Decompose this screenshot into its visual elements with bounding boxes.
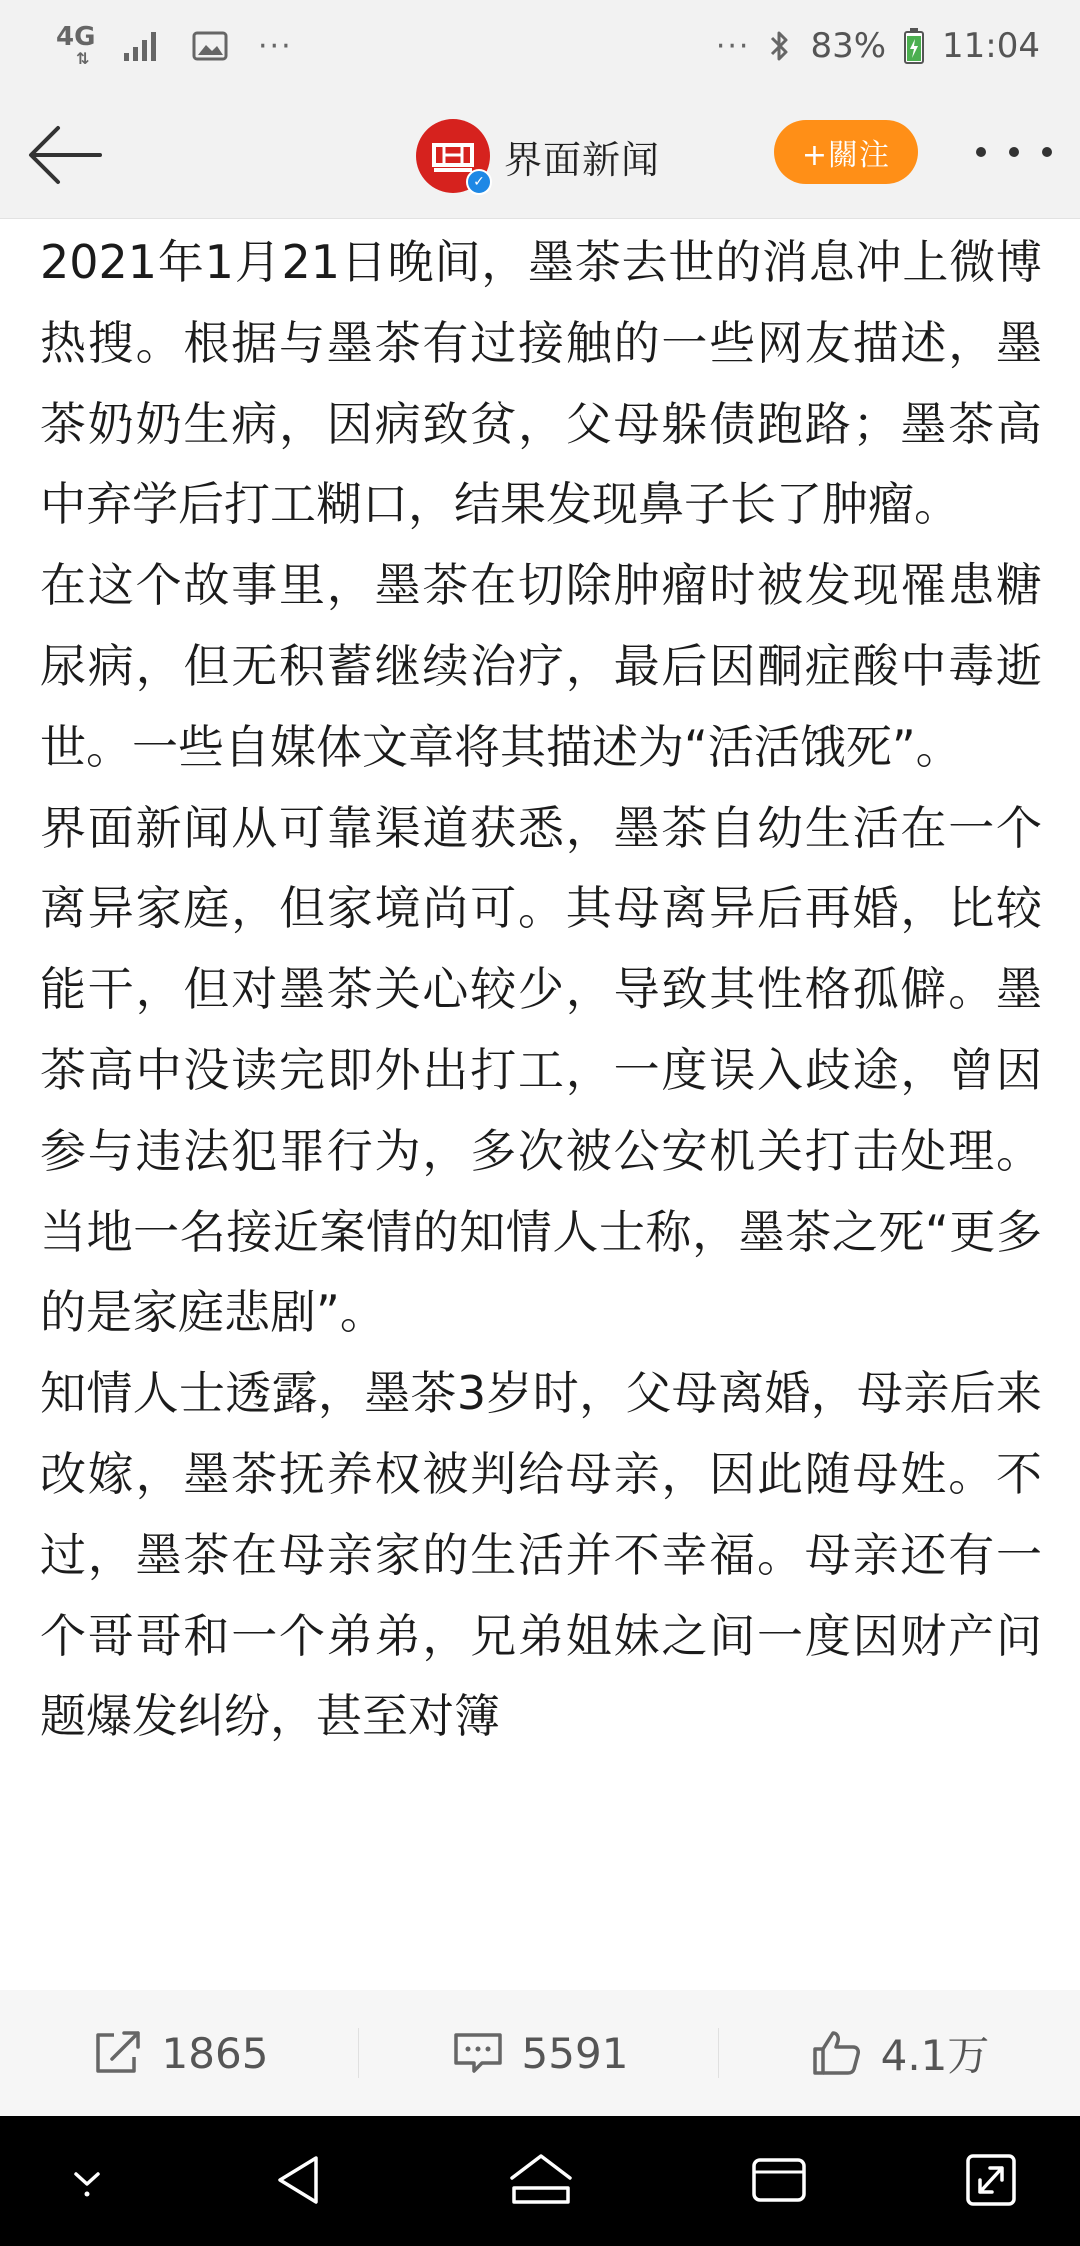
action-divider (718, 2028, 719, 2078)
repost-count: 1865 (161, 2028, 269, 2078)
expand-icon (956, 2148, 1026, 2212)
account-name[interactable]: 界面新闻 (504, 137, 661, 182)
chevron-down-icon (52, 2148, 122, 2212)
verified-badge-icon: ✓ (466, 169, 492, 195)
status-right (716, 22, 1040, 70)
thumbs-up-icon (811, 2029, 863, 2077)
like-button[interactable] (720, 1990, 1080, 2116)
clock: 11:04 (942, 26, 1040, 66)
article-paragraph: 在这个故事里，墨茶在切除肿瘤时被发现罹患糖尿病，但无积蓄继续治疗，最后因酮症酸中毒逝世。一些自媒体文章将其描述为“活活饿死”。 (40, 558, 1042, 774)
more-dot-icon (1042, 147, 1052, 157)
navigation-bar (0, 2116, 1080, 2246)
more-notifications-icon: ··· (258, 28, 293, 64)
more-options-button[interactable] (976, 132, 1052, 172)
app-header (0, 92, 1080, 219)
home-icon (506, 2148, 576, 2212)
repost-button[interactable] (0, 1990, 360, 2116)
nav-back-button[interactable] (266, 2148, 336, 2212)
image-notification-icon (192, 31, 228, 61)
comment-count: 5591 (521, 2028, 629, 2078)
more-dot-icon (1009, 147, 1019, 157)
nav-fullscreen-button[interactable] (956, 2148, 1026, 2212)
nav-recents-button[interactable] (744, 2148, 814, 2212)
like-count: 4.1万 (880, 2031, 990, 2080)
article-body (40, 222, 1042, 1990)
network-4g-icon: 4G ⇅ (56, 22, 96, 68)
account-avatar[interactable] (416, 119, 490, 193)
status-left (56, 22, 293, 70)
comment-button[interactable] (360, 1990, 720, 2116)
battery-charging-icon (904, 28, 924, 64)
hide-navbar-button[interactable] (52, 2148, 122, 2212)
more-dot-icon (976, 147, 986, 157)
nav-home-button[interactable] (506, 2148, 576, 2212)
follow-button[interactable]: +關注 (774, 120, 918, 184)
bluetooth-icon (768, 28, 792, 64)
article-paragraph: 界面新闻从可靠渠道获悉，墨茶自幼生活在一个离异家庭，但家境尚可。其母离异后再婚，比较能干，但对墨茶关心较少，导致其性格孤僻。墨茶高中没读完即外出打工，一度误入歧途，曾因参与违法犯罪行为，多次被公安机关打击处理。当地一名接近案情的知情人士称，墨茶之死“更多的是家庭悲剧”。 (40, 800, 1042, 1340)
action-divider (358, 2028, 359, 2078)
comment-icon (452, 2029, 504, 2077)
more-status-icon: ··· (715, 28, 751, 64)
battery-percent: 83% (810, 26, 887, 66)
back-arrow-icon (26, 118, 106, 192)
article-paragraph: 2021年1月21日晚间，墨茶去世的消息冲上微博热搜。根据与墨茶有过接触的一些网友描述，墨茶奶奶生病，因病致贫，父母躲债跑路；墨茶高中弃学后打工糊口，结果发现鼻子长了肿瘤。 (40, 235, 1042, 532)
recents-icon (744, 2148, 814, 2212)
article-paragraph: 知情人士透露，墨茶3岁时，父母离婚，母亲后来改嫁，墨茶抚养权被判给母亲，因此随母姓。不过，墨茶在母亲家的生活并不幸福。母亲还有一个哥哥和一个弟弟，兄弟姐妹之间一度因财产问题爆发纠纷，甚至对簿 (40, 1366, 1042, 1744)
repost-icon (92, 2029, 144, 2077)
back-button[interactable] (26, 118, 106, 192)
account-info[interactable] (416, 116, 660, 196)
network-type-label: 4G (56, 22, 96, 52)
signal-icon (122, 29, 162, 63)
triangle-back-icon (266, 2148, 336, 2212)
status-bar (0, 0, 1080, 92)
action-bar (0, 1990, 1080, 2116)
